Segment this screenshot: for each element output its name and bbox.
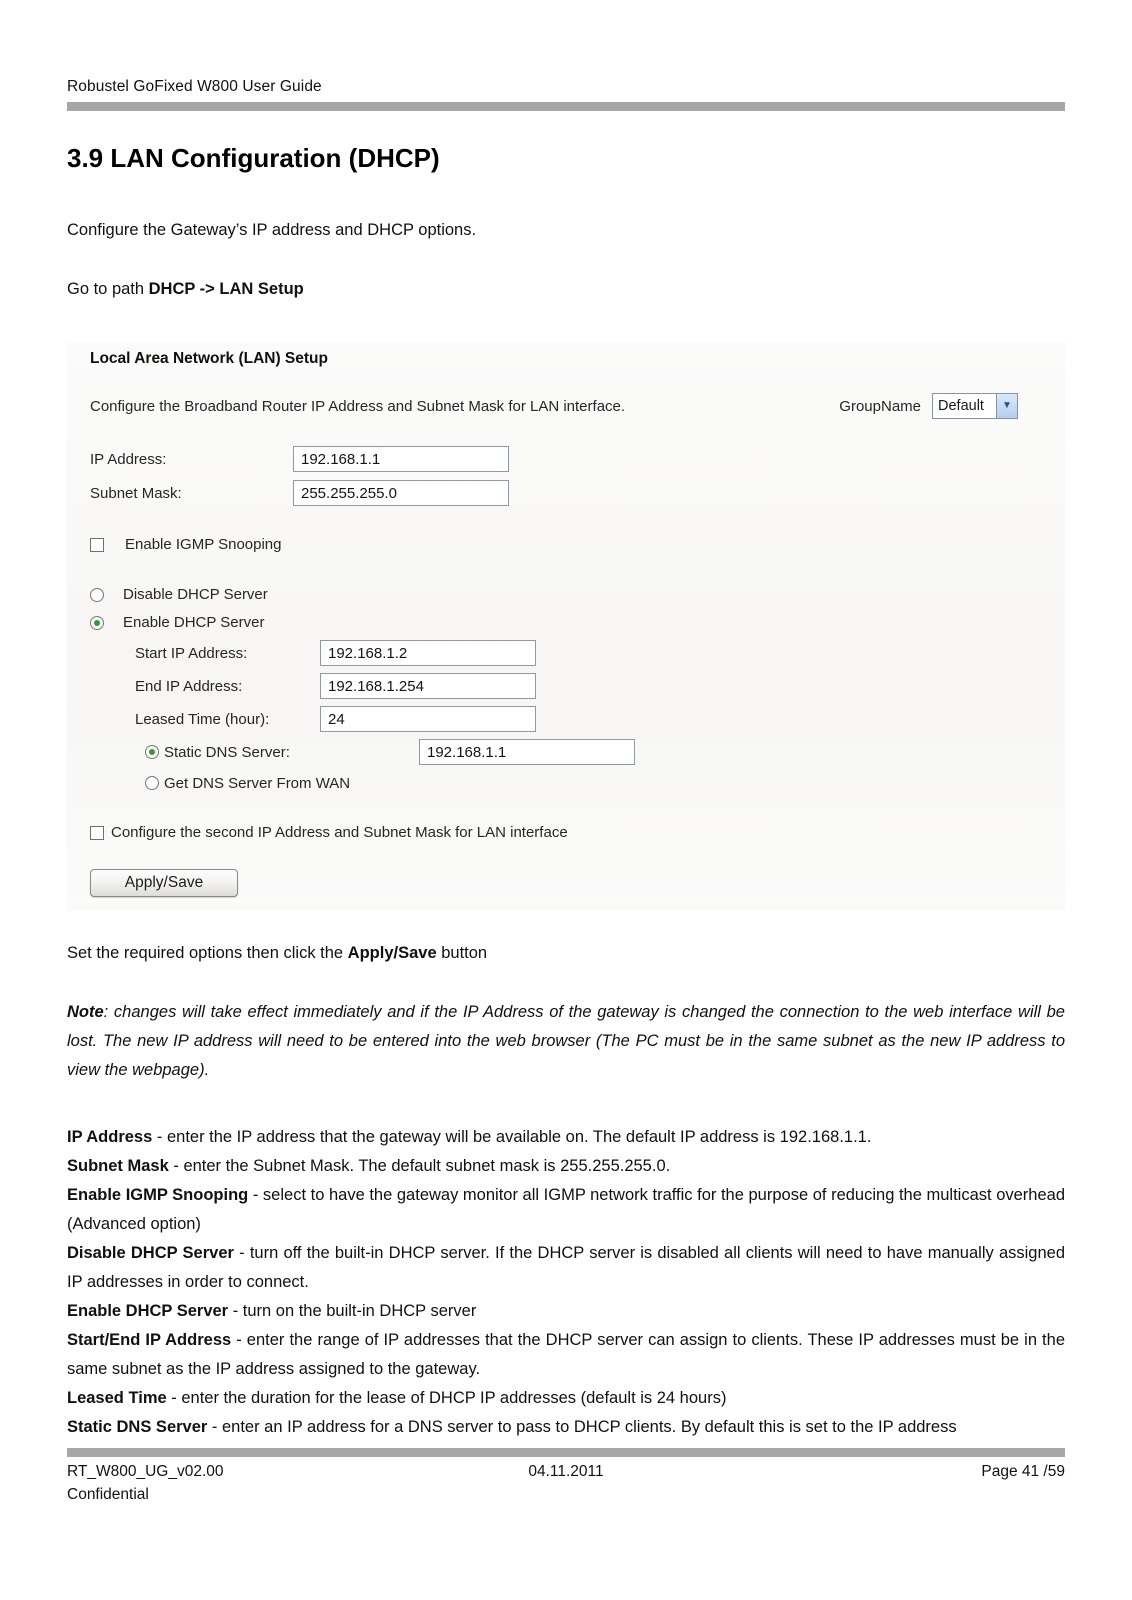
leased-time-input[interactable] [320,706,536,732]
header-divider [67,102,1065,111]
definition-start-end-ip [67,1326,1065,1384]
definition-leased-time [67,1384,1065,1413]
definition-term: Disable DHCP Server [67,1244,234,1262]
definition-enable-dhcp [67,1297,1065,1326]
second-ip-row [90,824,1065,841]
disable-dhcp-radio[interactable] [90,588,104,602]
path-prefix: Go to path [67,280,149,298]
definition-term: Start/End IP Address [67,1331,232,1349]
ip-address-row [90,446,1065,472]
definition-term: Leased Time [67,1389,167,1407]
footer-row [67,1463,1065,1481]
subnet-mask-row [90,480,1065,506]
footer-divider [67,1448,1065,1457]
definitions-list [67,1123,1065,1442]
apply-save-button[interactable]: Apply/Save [90,869,238,897]
static-dns-radio[interactable] [145,745,159,759]
document-title: Robustel GoFixed W800 User Guide [67,78,322,95]
ip-address-label: IP Address: [90,450,167,468]
igmp-snooping-label: Enable IGMP Snooping [125,536,282,553]
section-title: 3.9 LAN Configuration (DHCP) [67,143,440,173]
subnet-mask-label: Subnet Mask: [90,484,182,502]
ip-address-input[interactable] [293,446,509,472]
lan-setup-description-row [90,393,1065,419]
groupname-dropdown-button[interactable] [996,394,1017,418]
definition-text: - turn on the built-in DHCP server [228,1302,477,1320]
definition-text: - enter the Subnet Mask. The default subnet mask is 255.255.255.0. [168,1157,671,1175]
instruction-suffix: button [436,944,488,962]
definition-static-dns [67,1413,1065,1442]
leased-time-label: Leased Time (hour): [135,710,270,728]
groupname-selected-value: Default [938,398,984,414]
definition-text: - turn off the built-in DHCP server. If the DHCP server is disabled all clients will need to have manually assigned IP addresses in order to connect. [67,1244,1065,1291]
lan-setup-screenshot [67,342,1065,911]
igmp-snooping-row [90,536,1065,553]
note-label: Note [67,1003,104,1021]
end-ip-input[interactable] [320,673,536,699]
definition-text: - enter the range of IP addresses that the DHCP server can assign to clients. These IP addresses must be in the same subnet as the IP address assigned to the gateway. [67,1331,1065,1378]
enable-dhcp-label: Enable DHCP Server [123,614,265,631]
path-line [67,275,1065,304]
note-paragraph [67,998,1065,1085]
definition-ip-address [67,1123,1065,1152]
start-ip-label: Start IP Address: [135,644,248,662]
lan-setup-title: Local Area Network (LAN) Setup [90,350,328,367]
definition-disable-dhcp [67,1239,1065,1297]
groupname-label: GroupName [839,397,921,415]
definition-enable-igmp [67,1181,1065,1239]
definition-subnet-mask [67,1152,1065,1181]
igmp-snooping-checkbox[interactable] [90,538,104,552]
start-ip-input[interactable] [320,640,536,666]
definition-text: - enter an IP address for a DNS server to pass to DHCP clients. By default this is set to the IP address [207,1418,957,1436]
second-ip-checkbox[interactable] [90,826,104,840]
note-body: : changes will take effect immediately and if the IP Address of the gateway is changed the connection to the web interface will be lost. The new IP address will need to be entered into the web browser (The PC must be in the same subnet as the new IP address to view the webpage). [67,1003,1065,1079]
definition-text: - enter the duration for the lease of DHCP IP addresses (default is 24 hours) [166,1389,727,1407]
page-footer [67,1448,1065,1504]
definition-text: - enter the IP address that the gateway will be available on. The default IP address is 192.168.1.1. [152,1128,872,1146]
end-ip-label: End IP Address: [135,677,243,695]
end-ip-row [135,673,1065,699]
definition-term: Static DNS Server [67,1418,208,1436]
definition-term: Subnet Mask [67,1157,169,1175]
footer-confidential: Confidential [67,1486,149,1503]
instruction-bold: Apply/Save [347,944,437,962]
static-dns-row [145,739,1065,765]
chevron-down-icon: ▼ [1002,400,1012,411]
second-ip-label: Configure the second IP Address and Subnet Mask for LAN interface [111,824,568,841]
intro-paragraph: Configure the Gateway’s IP address and DHCP options. [67,221,477,239]
disable-dhcp-label: Disable DHCP Server [123,586,268,603]
footer-date: 04.11.2011 [528,1463,604,1480]
definition-term: IP Address [67,1128,153,1146]
get-dns-label: Get DNS Server From WAN [164,774,351,792]
page-header [67,0,1065,111]
instruction-paragraph [67,939,1065,968]
footer-page-number: Page 41 /59 [981,1463,1065,1480]
start-ip-row [135,640,1065,666]
instruction-prefix: Set the required options then click the [67,944,348,962]
disable-dhcp-row [90,586,1065,603]
leased-time-row [135,706,1065,732]
lan-setup-description: Configure the Broadband Router IP Address and Subnet Mask for LAN interface. [90,397,626,415]
get-dns-row [145,774,1065,792]
definition-term: Enable IGMP Snooping [67,1186,249,1204]
get-dns-radio[interactable] [145,776,159,790]
path-target: DHCP -> LAN Setup [148,280,304,298]
footer-doc-id: RT_W800_UG_v02.00 [67,1463,224,1480]
static-dns-input[interactable] [419,739,635,765]
groupname-select[interactable] [932,393,1018,419]
definition-term: Enable DHCP Server [67,1302,229,1320]
definition-text: - select to have the gateway monitor all IGMP network traffic for the purpose of reducing the multicast overhead (Advanced option) [67,1186,1066,1233]
enable-dhcp-radio[interactable] [90,616,104,630]
subnet-mask-input[interactable] [293,480,509,506]
static-dns-label: Static DNS Server: [164,743,290,761]
enable-dhcp-row [90,614,1065,631]
